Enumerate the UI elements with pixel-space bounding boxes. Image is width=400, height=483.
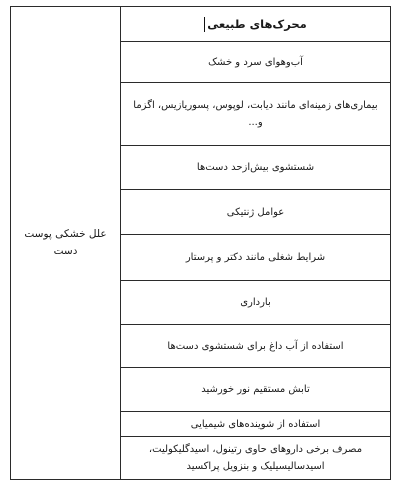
cause-cell: بارداری <box>121 281 391 325</box>
cause-cell: عوامل ژنتیکی <box>121 190 391 235</box>
cause-cell: تابش مستقیم نور خورشید <box>121 368 391 412</box>
cause-cell: مصرف برخی داروهای حاوی رتینول، اسیدگلیکولیت، اسیدسالیسیلیک و بنزویل پراکسید <box>121 437 391 480</box>
cause-cell: استفاده از شوینده‌های شیمیایی <box>121 412 391 437</box>
cause-cell: استفاده از آب داغ برای شستشوی دست‌ها <box>121 325 391 368</box>
cause-cell: شستشوی بیش‌ازحد دست‌ها <box>121 146 391 190</box>
cause-cell: بیماری‌های زمینه‌ای مانند دیابت، لوپوس، پسوریازیس، اگزما و... <box>121 83 391 146</box>
cause-cell: شرایط شغلی مانند دکتر و پرستار <box>121 235 391 281</box>
text-cursor <box>204 17 205 32</box>
category-cell: علل خشکی پوست دست <box>11 7 121 480</box>
table-header-cell <box>121 7 391 42</box>
causes-table <box>10 6 391 480</box>
table-header-text: محرک‌های طبیعی <box>207 16 307 31</box>
table-row <box>11 7 391 42</box>
cause-cell: آب‌وهوای سرد و خشک <box>121 42 391 83</box>
